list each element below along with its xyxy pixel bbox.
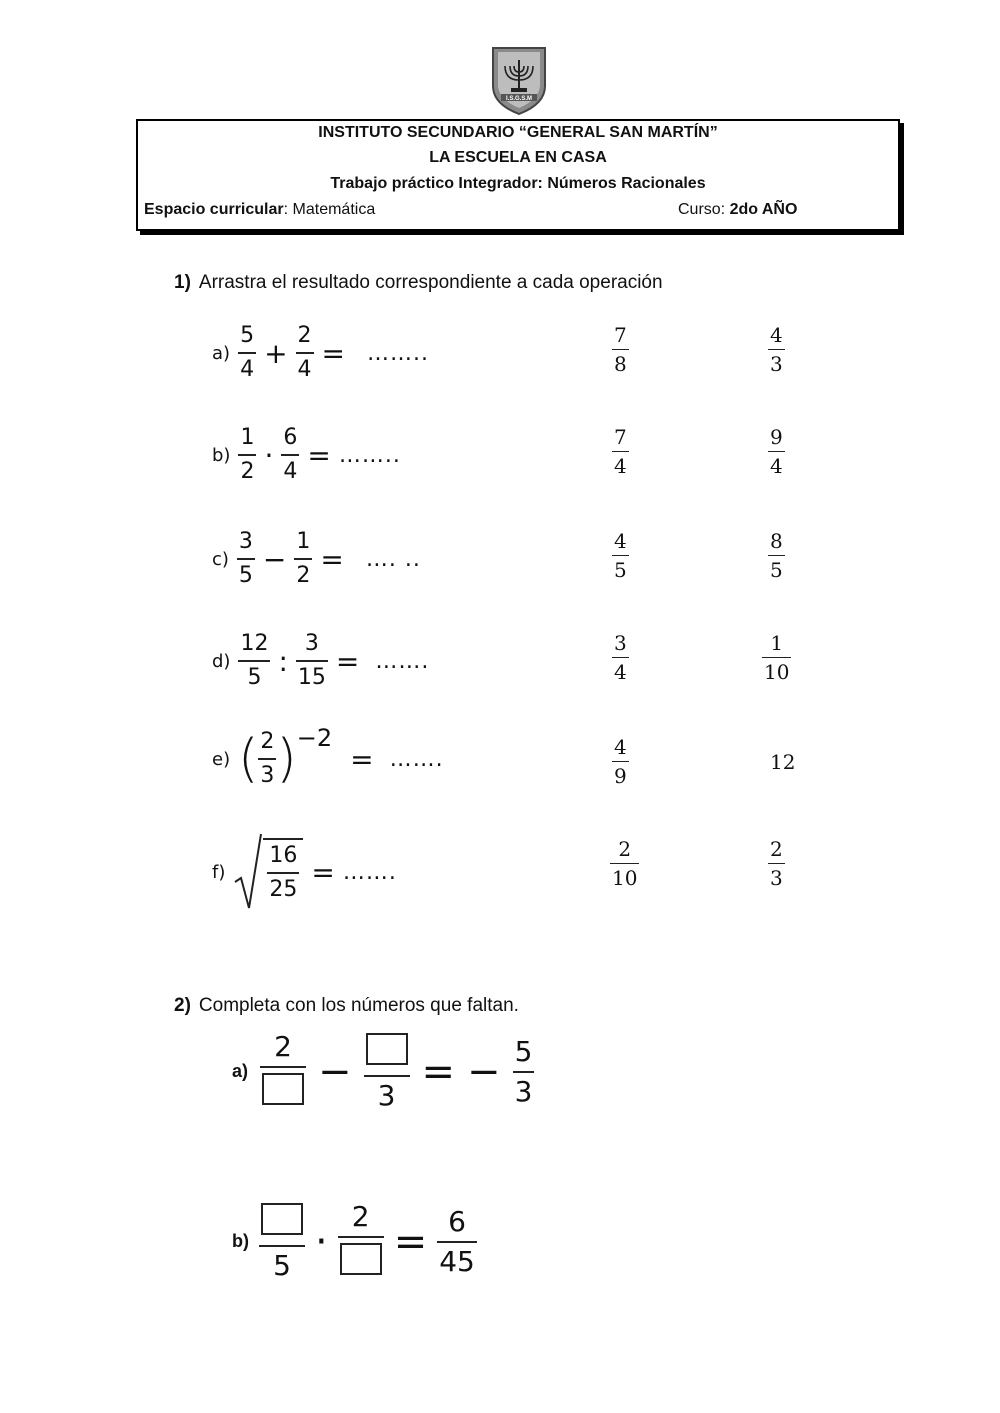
numerator: 5	[514, 1034, 533, 1068]
answer-option[interactable]	[768, 426, 785, 477]
numerator: 2	[351, 1200, 370, 1233]
operator: ·	[315, 1218, 328, 1265]
denominator: 5	[614, 558, 627, 582]
denominator: 2	[240, 459, 255, 484]
numerator: 2	[274, 1030, 292, 1063]
operator: :	[278, 644, 288, 678]
left-paren: (	[238, 729, 259, 789]
numerator: 4	[770, 323, 783, 347]
right-paren: )	[276, 729, 297, 789]
fraction	[259, 1202, 305, 1281]
equals-sign: =	[311, 855, 335, 889]
numerator: 7	[614, 323, 627, 347]
equals-sign: =	[350, 742, 374, 776]
answer-option[interactable]	[610, 838, 639, 889]
operator: ·	[264, 438, 274, 472]
denominator: 4	[283, 459, 298, 484]
fraction	[238, 324, 256, 382]
denominator: 45	[439, 1244, 475, 1278]
numerator: 6	[448, 1204, 466, 1238]
numerator: 3	[614, 631, 627, 655]
work-title: Trabajo práctico Integrador: Números Racionales	[330, 175, 706, 192]
fraction	[238, 426, 256, 484]
q1-instruction: Arrastra el resultado correspondiente a cada operación	[198, 272, 663, 293]
numerator: 2	[260, 729, 275, 754]
item-label: f)	[212, 861, 226, 883]
fraction	[258, 730, 276, 788]
denominator: 5	[273, 1249, 291, 1282]
answer-option[interactable]	[612, 736, 629, 787]
square-root	[233, 832, 303, 912]
fraction	[237, 530, 255, 588]
equals-sign: =	[393, 1218, 428, 1265]
q2-item-b	[232, 1202, 477, 1281]
numerator: 8	[770, 529, 783, 553]
radical-sign-icon	[233, 832, 263, 912]
q1-item-b	[212, 426, 401, 484]
power-expression	[238, 724, 333, 789]
q1-item-a	[212, 324, 429, 382]
q1-number: 1)	[174, 272, 191, 293]
item-label: d)	[212, 650, 231, 672]
answer-drop-slot[interactable]: …. ..	[365, 546, 421, 572]
item-label: a)	[232, 1061, 249, 1081]
numerator: 16	[269, 843, 298, 868]
q2-number: 2)	[174, 995, 191, 1016]
answer-option[interactable]	[768, 838, 785, 889]
answer-option[interactable]	[770, 750, 795, 774]
denominator: 25	[269, 877, 298, 902]
answer-drop-slot[interactable]: ……..	[367, 340, 429, 366]
blank-box-input[interactable]	[261, 1203, 303, 1235]
equals-sign: =	[321, 336, 345, 370]
fraction	[281, 426, 299, 484]
numerator: 4	[614, 529, 627, 553]
denominator: 10	[612, 866, 638, 890]
denominator: 3	[770, 866, 783, 890]
denominator: 5	[247, 665, 262, 690]
fraction	[294, 530, 312, 588]
fraction	[238, 632, 270, 690]
denominator: 8	[614, 352, 627, 376]
operator: −	[262, 542, 287, 576]
fraction	[296, 632, 328, 690]
numerator: 2	[618, 837, 632, 861]
answer-drop-slot[interactable]: ……..	[338, 442, 401, 468]
answer-drop-slot[interactable]: …….	[389, 746, 444, 772]
numerator: 9	[770, 425, 783, 449]
numerator: 2	[770, 837, 783, 861]
numerator: 1	[296, 529, 311, 554]
q1-item-e	[212, 724, 444, 789]
item-label: a)	[212, 342, 231, 364]
operator: +	[264, 336, 288, 370]
q1-item-f	[212, 832, 397, 912]
q2-item-a	[232, 1032, 534, 1111]
fraction	[296, 324, 314, 382]
blank-box-input[interactable]	[262, 1073, 304, 1105]
numerator: 1	[770, 631, 784, 655]
denominator: 3	[514, 1074, 533, 1108]
denominator: 4	[240, 357, 255, 382]
numerator: 5	[240, 323, 255, 348]
q2-instruction: Completa con los números que faltan.	[198, 995, 519, 1016]
negative-sign: −	[467, 1048, 501, 1095]
header-box	[136, 119, 900, 231]
q2-title	[174, 995, 519, 1017]
answer-option[interactable]	[612, 530, 629, 581]
fraction	[364, 1032, 410, 1111]
q1-item-d	[212, 632, 429, 690]
denominator: 4	[297, 357, 312, 382]
operator: −	[318, 1048, 352, 1095]
option-value: 12	[770, 750, 796, 774]
school-name: INSTITUTO SECUNDARIO “GENERAL SAN MARTÍN”	[318, 124, 718, 141]
denominator: 3	[260, 763, 275, 788]
equals-sign: =	[421, 1048, 456, 1095]
answer-option[interactable]	[768, 530, 785, 581]
header-subtitle: LA ESCUELA EN CASA	[429, 149, 607, 166]
denominator: 10	[764, 660, 790, 684]
curricular-value: : Matemática	[283, 201, 376, 218]
denominator: 3	[770, 352, 783, 376]
item-label: e)	[212, 748, 231, 770]
item-label: b)	[212, 444, 231, 466]
numerator: 12	[240, 631, 269, 656]
equals-sign: =	[335, 644, 360, 678]
answer-option[interactable]	[768, 324, 785, 375]
numerator: 3	[238, 529, 253, 554]
answer-option[interactable]	[612, 324, 629, 375]
course	[678, 201, 797, 219]
numerator: 4	[614, 735, 627, 759]
logo-text: I.S.G.S.M	[505, 96, 532, 102]
answer-drop-slot[interactable]: …….	[375, 648, 430, 674]
denominator: 5	[238, 563, 253, 588]
numerator: 3	[304, 631, 319, 656]
denominator: 4	[614, 454, 627, 478]
curricular-space	[144, 201, 375, 219]
fraction	[437, 1204, 477, 1278]
fraction	[338, 1202, 384, 1281]
item-label: b)	[232, 1231, 249, 1251]
blank-box-input[interactable]	[340, 1243, 382, 1275]
denominator: 2	[296, 563, 311, 588]
denominator: 3	[377, 1079, 396, 1112]
answer-option[interactable]	[762, 632, 791, 683]
fraction	[267, 844, 299, 902]
denominator: 4	[614, 660, 627, 684]
course-value: 2do AÑO	[729, 201, 798, 218]
equals-sign: =	[320, 542, 344, 576]
answer-drop-slot[interactable]: …….	[342, 859, 397, 885]
fraction	[513, 1034, 535, 1108]
answer-option[interactable]	[612, 426, 629, 477]
item-label: c)	[212, 548, 229, 570]
curricular-label: Espacio curricular	[144, 201, 284, 218]
numerator: 6	[283, 425, 298, 450]
numerator: 7	[614, 425, 627, 449]
exponent: −2	[296, 724, 333, 752]
school-logo	[489, 46, 549, 116]
q1-item-c	[212, 530, 421, 588]
denominator: 9	[614, 764, 627, 788]
equals-sign: =	[307, 438, 331, 472]
q1-title	[174, 272, 663, 294]
fraction	[260, 1032, 306, 1111]
denominator: 4	[770, 454, 783, 478]
blank-box-input[interactable]	[366, 1033, 408, 1065]
denominator: 5	[770, 558, 783, 582]
numerator: 1	[240, 425, 255, 450]
denominator: 15	[297, 665, 326, 690]
course-label: Curso:	[678, 201, 730, 218]
shield-logo-icon	[489, 46, 549, 116]
answer-option[interactable]	[612, 632, 629, 683]
numerator: 2	[297, 323, 312, 348]
